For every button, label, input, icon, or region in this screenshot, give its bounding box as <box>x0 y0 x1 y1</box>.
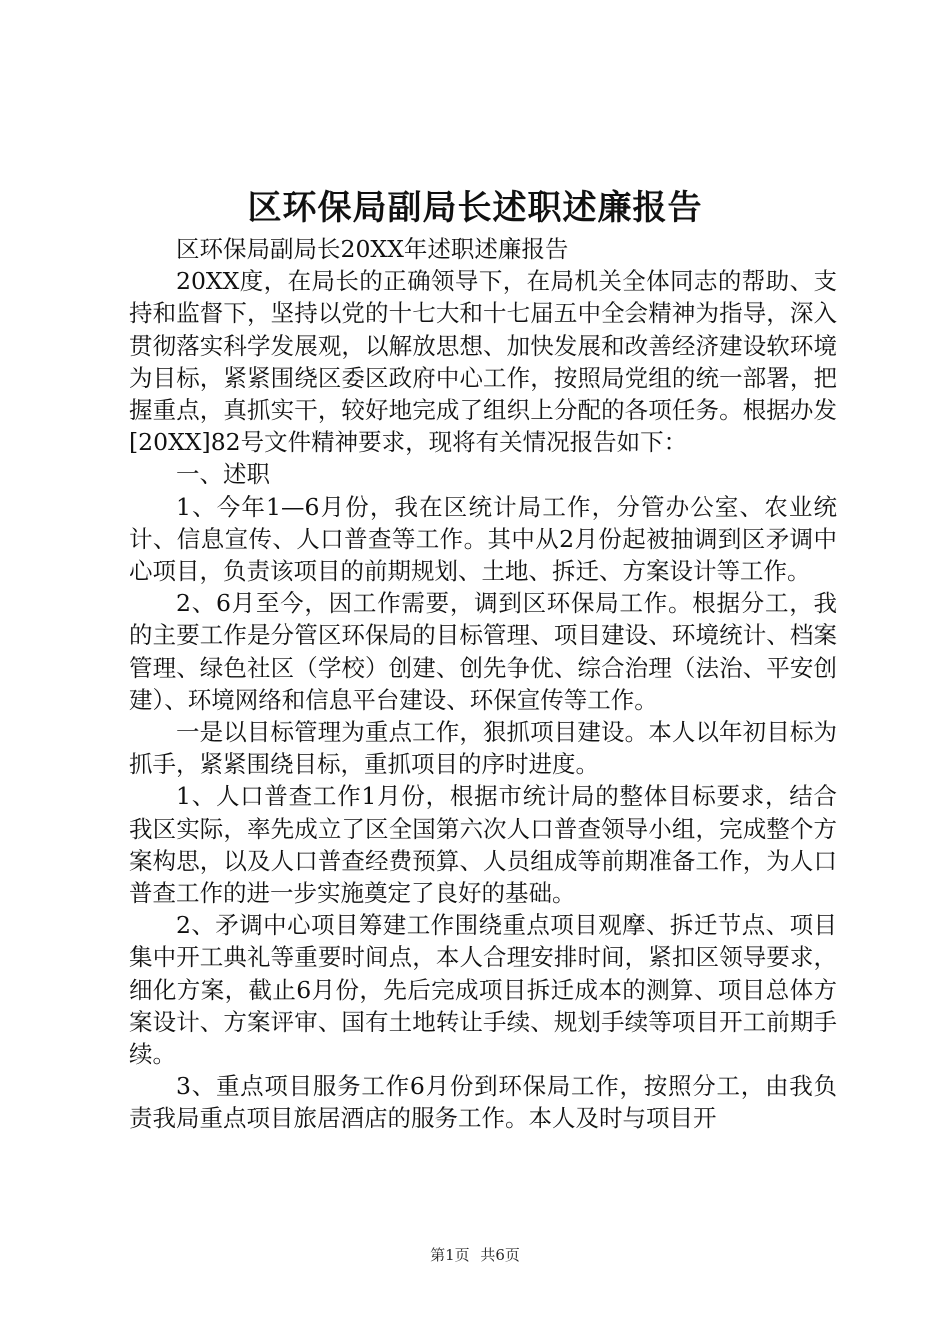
paragraph-point-one: 一是以目标管理为重点工作，狠抓项目建设。本人以年初目标为抓手，紧紧围绕目标，重抓项目的序时进度。 <box>129 718 837 779</box>
section-heading-shuzhi: 一、述职 <box>176 460 270 489</box>
document-title: 区环保局副局长述职述廉报告 <box>247 188 703 228</box>
paragraph-census: 1、人口普查工作1月份，根据市统计局的整体目标要求，结合我区实际，率先成立了区全国第六次人口普查领导小组，完成整个方案构思，以及人口普查经费预算、人员组成等前期准备工作，为人口普查工作的进一步实施奠定了良好的基础。 <box>129 782 837 908</box>
paragraph-key-projects: 3、重点项目服务工作6月份到环保局工作，按照分工，由我负责我局重点项目旅居酒店的服务工作。本人及时与项目开 <box>129 1072 837 1133</box>
page-number-total: 共6页 <box>480 1246 520 1264</box>
paragraph-subtitle: 区环保局副局长20XX年述职述廉报告 <box>176 235 569 263</box>
paragraph-item-1: 1、今年1—6月份，我在区统计局工作，分管办公室、农业统计、信息宣传、人口普查等工作。其中从2月份起被抽调到区矛调中心项目，负责该项目的前期规划、土地、拆迁、方案设计等工作。 <box>129 492 837 586</box>
document-body <box>129 233 837 1135</box>
page-number-current: 第1页 <box>430 1246 470 1264</box>
paragraph-item-2: 2、6月至今，因工作需要，调到区环保局工作。根据分工，我的主要工作是分管区环保局的目标管理、项目建设、环境统计、档案管理、绿色社区（学校）创建、创先争优、综合治理（法治、平安创建）、环境网络和信息平台建设、环保宣传等工作。 <box>129 589 837 714</box>
page-footer <box>0 1244 950 1266</box>
paragraph-intro: 20XX度，在局长的正确领导下，在局机关全体同志的帮助、支持和监督下，坚持以党的十七大和十七届五中全会精神为指导，深入贯彻落实科学发展观，以解放思想、加快发展和改善经济建设软环境为目标，紧紧围绕区委区政府中心工作，按照局党组的统一部署，把握重点，真抓实干，较好地完成了组织上分配的各项任务。根据办发[20XX]82号文件精神要求，现将有关情况报告如下： <box>129 267 837 457</box>
paragraph-mediation-center: 2、矛调中心项目筹建工作围绕重点项目观摩、拆迁节点、项目集中开工典礼等重要时间点，本人合理安排时间，紧扣区领导要求，细化方案，截止6月份，先后完成项目拆迁成本的测算、项目总体方案设计、方案评审、国有土地转让手续、规划手续等项目开工前期手续。 <box>129 911 837 1069</box>
